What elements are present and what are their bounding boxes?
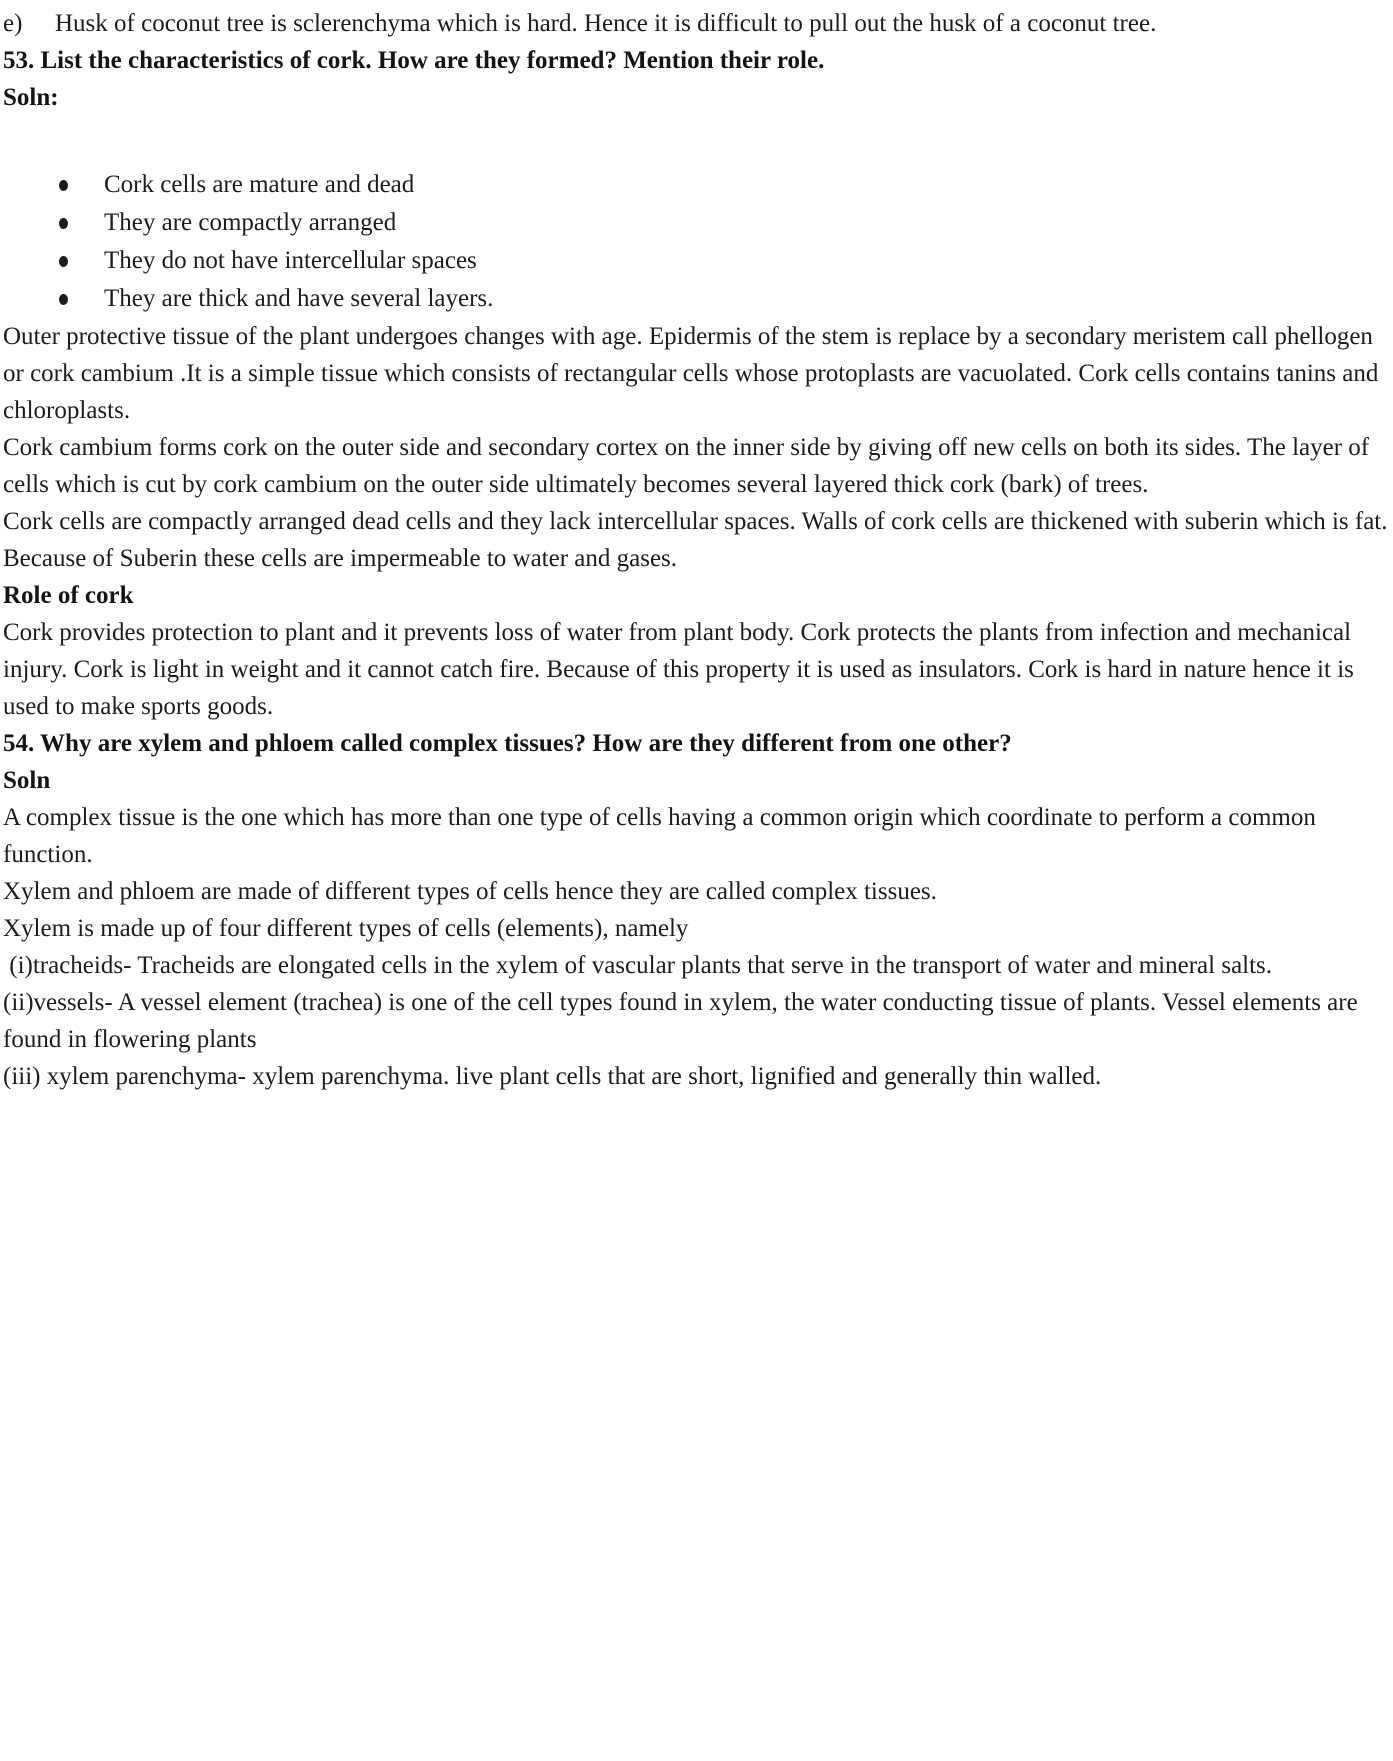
paragraph-xylem-parenchyma: (iii) xylem parenchyma- xylem parenchyma. live plant cells that are short, lignified and generally thin walled. (3, 1063, 1102, 1090)
question-54-heading: 54. Why are xylem and phloem called complex tissues? How are they different from one other? (3, 730, 1012, 757)
list-item: They do not have intercellular spaces (104, 242, 1390, 280)
paragraph-complex-tissue: A complex tissue is the one which has more than one type of cells having a common origin which coordinate to perform a common function. (3, 804, 1316, 868)
answer-item-e (3, 5, 1390, 42)
question-53-heading: 53. List the characteristics of cork. How are they formed? Mention their role. (3, 47, 825, 74)
cork-characteristics-list (3, 166, 1390, 318)
paragraph-cork-cambium: Cork cambium forms cork on the outer side and secondary cortex on the inner side by giving off new cells on both its sides. The layer of cells which is cut by cork cambium on the outer side ultimately becomes several layered thick cork (bark) of trees. (3, 434, 1370, 498)
item-e-marker: e) (3, 10, 23, 37)
soln-label-q53: Soln: (3, 84, 59, 111)
xylem-phloem-line-1: Xylem and phloem are made of different types of cells hence they are called complex tissues. (3, 878, 937, 905)
paragraph-cork-suberin: Cork cells are compactly arranged dead cells and they lack intercellular spaces. Walls of cork cells are thickened with suberin which is fat. Because of Suberin these cells are impermeable to water and gases. (3, 508, 1388, 572)
paragraph-vessels: (ii)vessels- A vessel element (trachea) is one of the cell types found in xylem, the water conducting tissue of plants. Vessel elements are found in flowering plants (3, 989, 1358, 1053)
role-of-cork-heading: Role of cork (3, 582, 134, 609)
list-item: Cork cells are mature and dead (104, 166, 1390, 204)
paragraph-tracheids: (i)tracheids- Tracheids are elongated cells in the xylem of vascular plants that serve in the transport of water and mineral salts. (3, 952, 1273, 979)
list-item: They are compactly arranged (104, 204, 1390, 242)
paragraph-xylem-phloem (3, 873, 1390, 947)
list-item: They are thick and have several layers. (104, 280, 1390, 318)
xylem-phloem-line-2: Xylem is made up of four different types of cells (elements), namely (3, 915, 689, 942)
paragraph-cork-formation: Outer protective tissue of the plant undergoes changes with age. Epidermis of the stem is replace by a secondary meristem call phellogen or cork cambium .It is a simple tissue which consists of rectangular cells whose protoplasts are vacuolated. Cork cells contains tanins and chloroplasts. (3, 323, 1379, 424)
soln-label-q54: Soln (3, 767, 51, 794)
item-e-text: Husk of coconut tree is sclerenchyma which is hard. Hence it is difficult to pull out the husk of a coconut tree. (55, 10, 1157, 37)
paragraph-cork-role: Cork provides protection to plant and it prevents loss of water from plant body. Cork protects the plants from infection and mechanical injury. Cork is light in weight and it cannot catch fire. Because of this property it is used as insulators. Cork is hard in nature hence it is used to make sports goods. (3, 619, 1354, 720)
